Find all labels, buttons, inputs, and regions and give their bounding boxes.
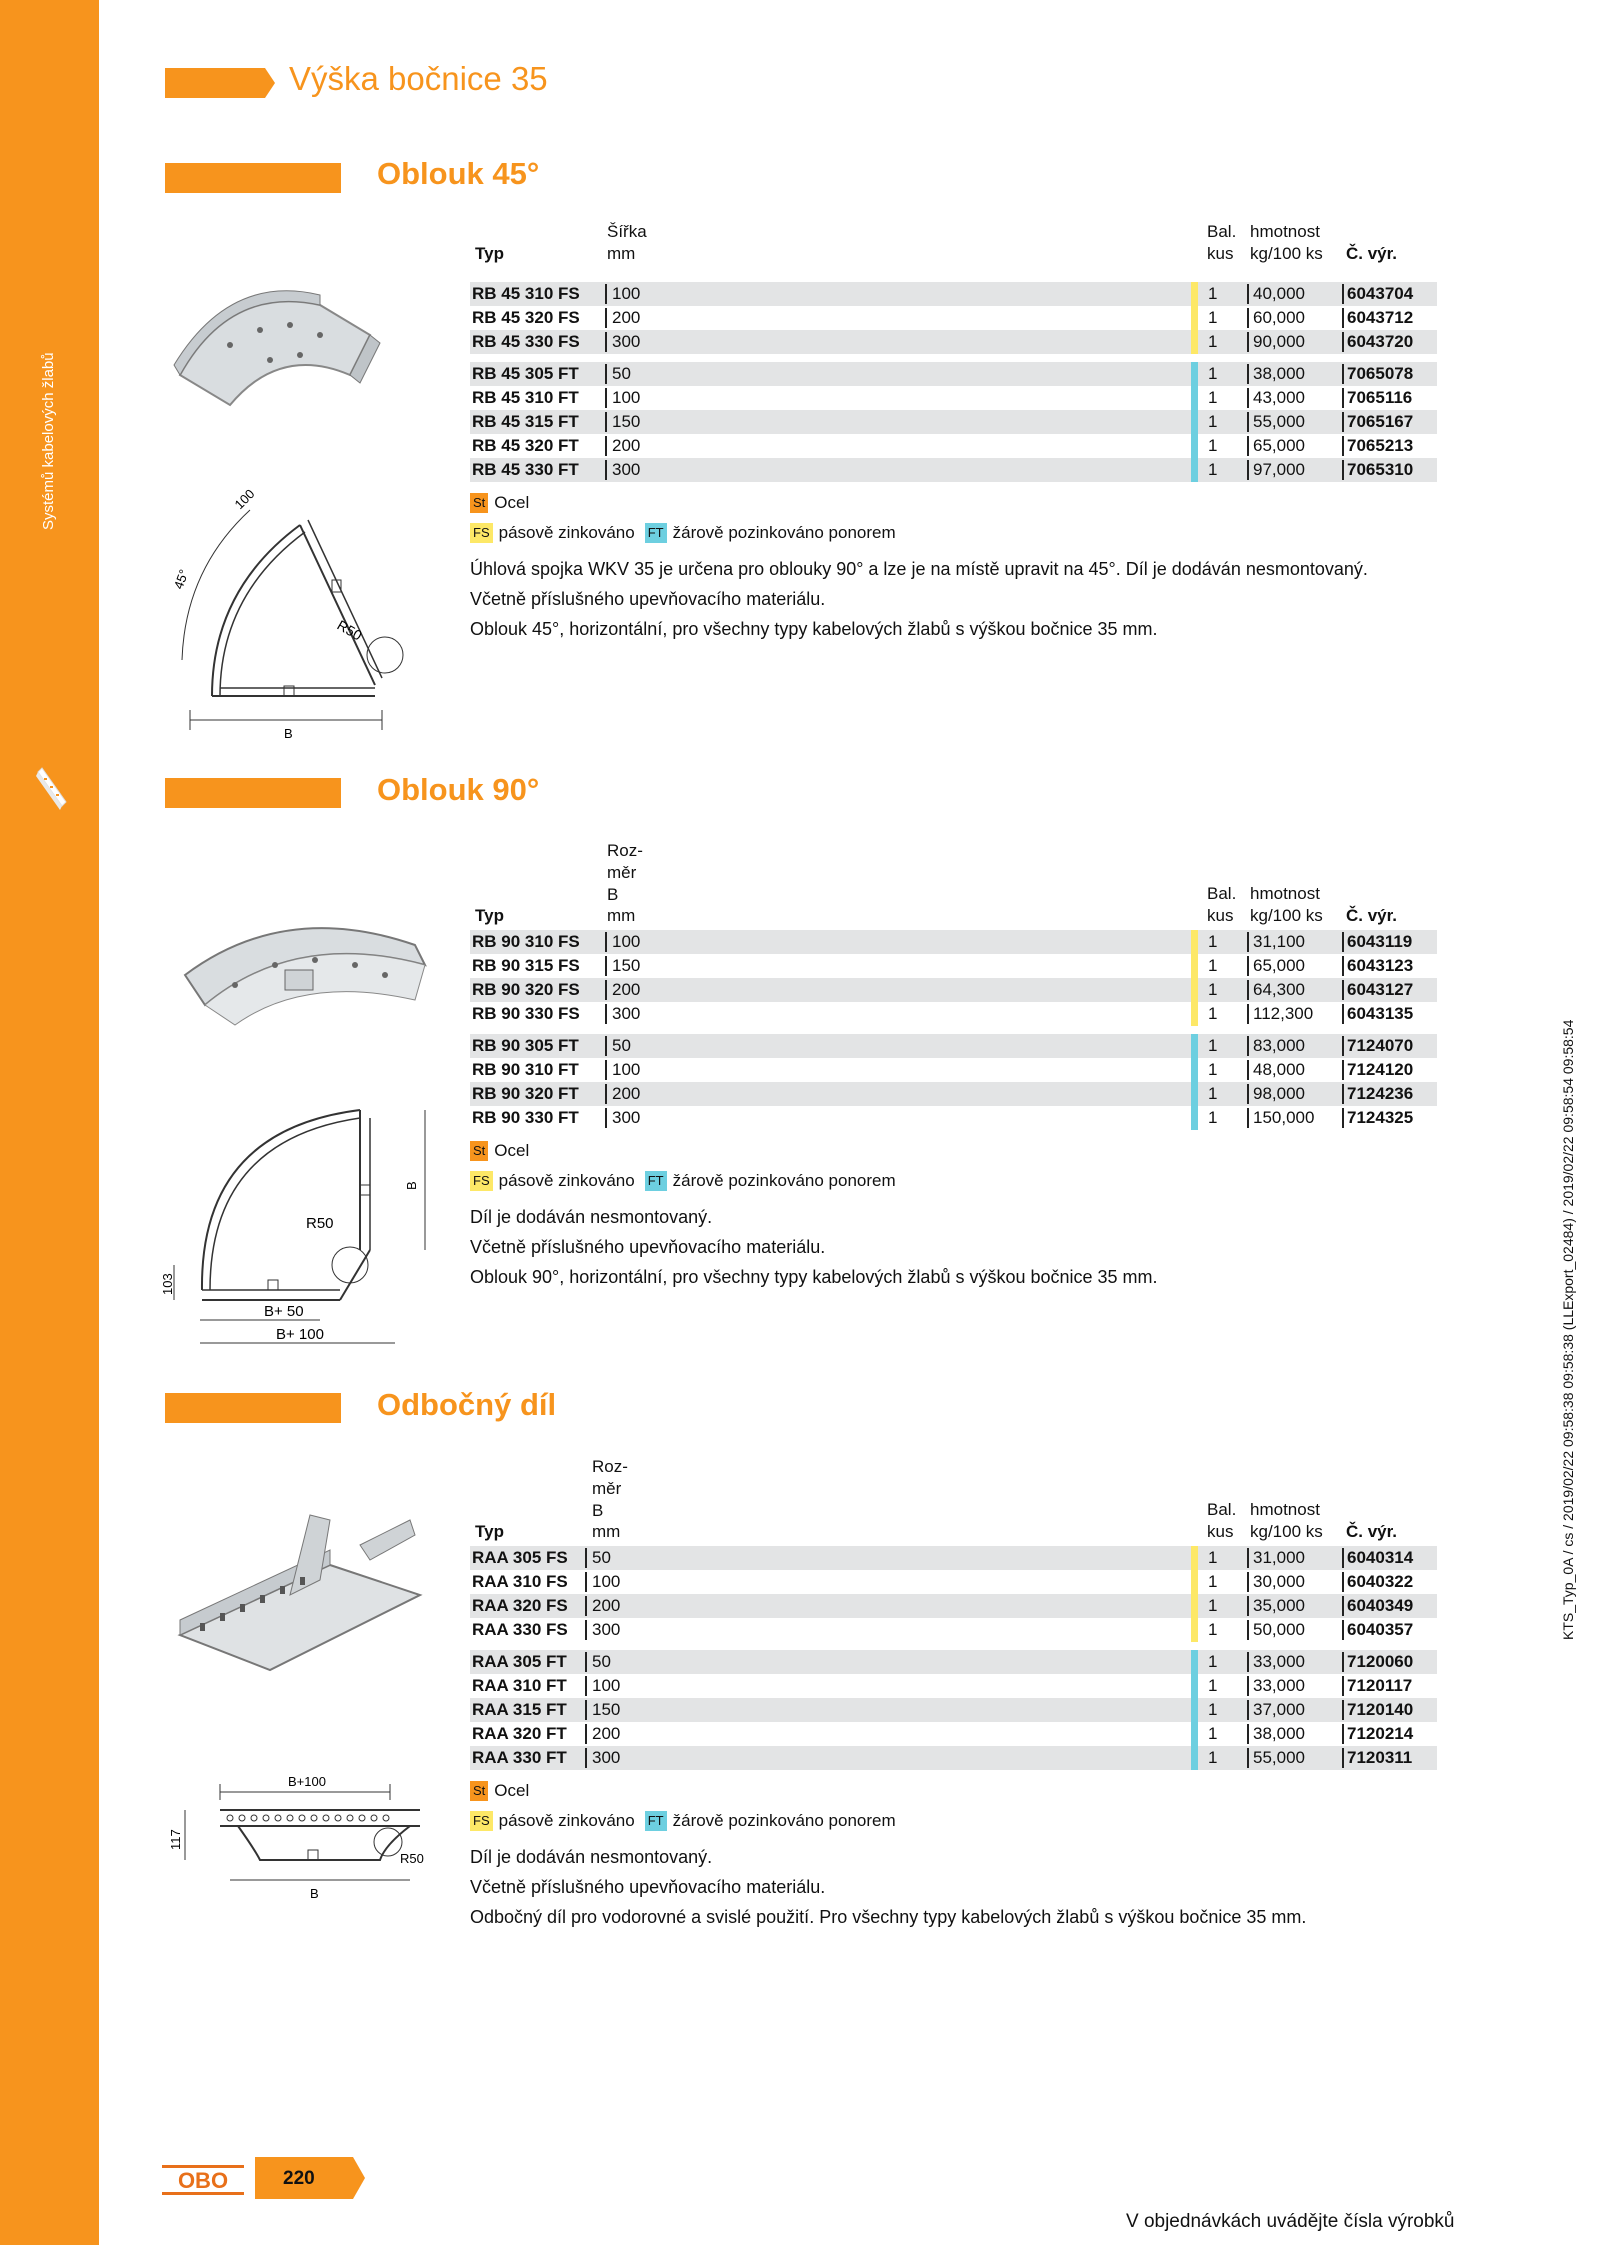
cell-product-number: 6043119: [1342, 932, 1412, 952]
cell-width: 150: [585, 1700, 620, 1720]
legend-ft-text: žárově pozinkováno ponorem: [672, 1171, 896, 1190]
cell-width: 200: [585, 1596, 620, 1616]
cell-width: 300: [605, 332, 640, 352]
table-row: [470, 410, 1437, 434]
cell-product-number: 6043712: [1342, 308, 1413, 328]
tee-table: [470, 1456, 1437, 1934]
cell-bal: 1: [1208, 956, 1218, 975]
cell-typ: RAA 330 FT: [472, 1748, 567, 1767]
ft-finish-marker: [1191, 1106, 1198, 1130]
cell-product-number: 7065167: [1342, 412, 1413, 432]
cell-product-number: 7120214: [1342, 1724, 1413, 1744]
cell-weight: 55,000: [1247, 412, 1305, 432]
cell-product-number: 7120311: [1342, 1748, 1412, 1768]
tag-ft: FT: [645, 523, 667, 543]
drawing-label-117: 117: [168, 1829, 183, 1850]
cell-typ: RB 45 330 FS: [472, 332, 580, 351]
cell-typ: RB 45 320 FS: [472, 308, 580, 327]
ft-finish-marker: [1191, 458, 1198, 482]
section-description: [470, 556, 1437, 642]
cell-typ: RB 90 315 FS: [472, 956, 580, 975]
cell-typ: RB 45 310 FT: [472, 388, 579, 407]
bend-90-product-image: [175, 905, 435, 1030]
cell-product-number: 6043127: [1342, 980, 1413, 1000]
cell-product-number: 6040357: [1342, 1620, 1413, 1640]
cell-product-number: 7065310: [1342, 460, 1413, 480]
cell-width: 200: [605, 1084, 640, 1104]
ft-finish-marker: [1191, 1722, 1198, 1746]
table-row: [470, 458, 1437, 482]
tee-product-image: [170, 1505, 430, 1675]
cell-weight: 60,000: [1247, 308, 1305, 328]
table-row: [470, 1058, 1437, 1082]
cell-product-number: 7065213: [1342, 436, 1413, 456]
ft-finish-marker: [1191, 362, 1198, 386]
bend-90-table: [470, 840, 1437, 1294]
cell-width: 100: [605, 1060, 640, 1080]
col-mm: mm: [607, 244, 636, 263]
cell-bal: 1: [1208, 412, 1218, 431]
cell-product-number: 6043135: [1342, 1004, 1413, 1024]
legend-fs-ft: [470, 1806, 1437, 1836]
table-row: [470, 362, 1437, 386]
col-bal: Bal.: [1207, 884, 1237, 903]
col-cvyr: Č. výr.: [1346, 1522, 1398, 1541]
table-row: [470, 1106, 1437, 1130]
cell-weight: 150,000: [1247, 1108, 1314, 1128]
ft-finish-marker: [1191, 1698, 1198, 1722]
cell-typ: RB 45 310 FS: [472, 284, 580, 303]
drawing-label-b: B: [310, 1886, 319, 1901]
legend-st-text: Ocel: [494, 1141, 530, 1160]
section-description: [470, 1204, 1437, 1290]
desc-line: Oblouk 45°, horizontální, pro všechny typy kabelových žlabů s výškou bočnice 35 mm.: [470, 619, 1158, 639]
cell-bal: 1: [1208, 1676, 1218, 1695]
table-header: [470, 840, 1437, 930]
logo-text: OBO: [177, 2168, 229, 2193]
cell-bal: 1: [1208, 1084, 1218, 1103]
cell-bal: 1: [1208, 332, 1218, 351]
cell-bal: 1: [1208, 980, 1218, 999]
cell-product-number: 6040314: [1342, 1548, 1413, 1568]
ft-finish-marker: [1191, 434, 1198, 458]
ft-rows: [470, 362, 1437, 482]
header-arrow-bar: [165, 68, 275, 98]
cell-bal: 1: [1208, 460, 1218, 479]
cell-width: 100: [605, 284, 640, 304]
col-kus: kus: [1207, 244, 1234, 263]
cell-bal: 1: [1208, 1724, 1218, 1743]
cell-product-number: 7120140: [1342, 1700, 1413, 1720]
cell-width: 200: [605, 980, 640, 1000]
col-typ: Typ: [475, 244, 504, 263]
fs-finish-marker: [1191, 282, 1198, 306]
cell-typ: RAA 330 FS: [472, 1620, 568, 1639]
cell-bal: 1: [1208, 1108, 1218, 1127]
ft-finish-marker: [1191, 1082, 1198, 1106]
ft-finish-marker: [1191, 410, 1198, 434]
ft-rows: [470, 1034, 1437, 1130]
col-dim-label: Roz- měr B: [592, 1457, 628, 1520]
cell-product-number: 6040349: [1342, 1596, 1413, 1616]
cell-weight: 31,100: [1247, 932, 1305, 952]
cell-bal: 1: [1208, 436, 1218, 455]
cell-bal: 1: [1208, 1596, 1218, 1615]
drawing-label-b: B: [404, 1181, 419, 1190]
cell-typ: RAA 310 FT: [472, 1676, 567, 1695]
cell-product-number: 7124120: [1342, 1060, 1413, 1080]
col-typ: Typ: [475, 906, 504, 925]
legend-fs-ft: [470, 518, 1437, 548]
cell-weight: 33,000: [1247, 1676, 1305, 1696]
legend-fs-text: pásově zinkováno: [498, 523, 635, 542]
cell-weight: 30,000: [1247, 1572, 1305, 1592]
fs-finish-marker: [1191, 954, 1198, 978]
cell-weight: 43,000: [1247, 388, 1305, 408]
cell-typ: RAA 305 FT: [472, 1652, 567, 1671]
table-row: [470, 1594, 1437, 1618]
cell-typ: RAA 320 FT: [472, 1724, 567, 1743]
cell-typ: RB 45 315 FT: [472, 412, 579, 431]
col-mm: mm: [592, 1522, 621, 1541]
drawing-label-r50: R50: [306, 1215, 334, 1232]
tag-st: St: [470, 493, 488, 513]
cell-bal: 1: [1208, 1004, 1218, 1023]
legend-st: [470, 1136, 1437, 1166]
table-row: [470, 930, 1437, 954]
cell-weight: 48,000: [1247, 1060, 1305, 1080]
ft-rows: [470, 1650, 1437, 1770]
cell-bal: 1: [1208, 1572, 1218, 1591]
cell-width: 200: [585, 1724, 620, 1744]
cell-weight: 112,300: [1247, 1004, 1313, 1024]
cell-product-number: 7120060: [1342, 1652, 1413, 1672]
section-title-3: Odbočný díl: [377, 1387, 557, 1422]
table-header: [470, 1456, 1437, 1546]
cell-width: 100: [585, 1676, 620, 1696]
cell-bal: 1: [1208, 1060, 1218, 1079]
cell-typ: RB 45 305 FT: [472, 364, 579, 383]
fs-finish-marker: [1191, 1618, 1198, 1642]
cell-weight: 33,000: [1247, 1652, 1305, 1672]
cell-typ: RB 90 310 FS: [472, 932, 580, 951]
col-bal: Bal.: [1207, 1500, 1237, 1519]
legend-st-text: Ocel: [494, 1781, 530, 1800]
cell-bal: 1: [1208, 1748, 1218, 1767]
cell-width: 50: [585, 1548, 611, 1568]
col-cvyr: Č. výr.: [1346, 906, 1398, 925]
ft-finish-marker: [1191, 1034, 1198, 1058]
tee-dimension-drawing: [160, 1770, 450, 1910]
cell-weight: 35,000: [1247, 1596, 1305, 1616]
ft-finish-marker: [1191, 1650, 1198, 1674]
cell-typ: RB 45 330 FT: [472, 460, 579, 479]
cell-bal: 1: [1208, 364, 1218, 383]
fs-finish-marker: [1191, 306, 1198, 330]
fs-finish-marker: [1191, 1570, 1198, 1594]
section-bar-1: [165, 163, 341, 193]
cell-bal: 1: [1208, 284, 1218, 303]
drawing-label-103: 103: [160, 1273, 175, 1295]
cell-weight: 55,000: [1247, 1748, 1305, 1768]
cell-bal: 1: [1208, 1652, 1218, 1671]
col-hmotnost: hmotnost: [1250, 884, 1320, 903]
col-bal: Bal.: [1207, 222, 1237, 241]
cell-weight: 40,000: [1247, 284, 1305, 304]
ft-finish-marker: [1191, 1746, 1198, 1770]
cell-typ: RB 90 320 FS: [472, 980, 580, 999]
table-row: [470, 1034, 1437, 1058]
cell-width: 300: [605, 1108, 640, 1128]
cell-typ: RB 90 330 FS: [472, 1004, 580, 1023]
col-dim-label: Šířka: [607, 222, 647, 241]
legend-fs-text: pásově zinkováno: [498, 1811, 635, 1830]
cell-product-number: 7120117: [1342, 1676, 1412, 1696]
page-number: 220: [283, 2168, 315, 2189]
legend-st: [470, 488, 1437, 518]
cell-product-number: 7124236: [1342, 1084, 1413, 1104]
tag-ft: FT: [645, 1811, 667, 1831]
table-row: [470, 1002, 1437, 1026]
legend-fs-ft: [470, 1166, 1437, 1196]
drawing-label-100: 100: [231, 486, 258, 513]
legend-fs-text: pásově zinkováno: [498, 1171, 635, 1190]
col-kus: kus: [1207, 1522, 1234, 1541]
table-row: [470, 386, 1437, 410]
tag-fs: FS: [470, 1811, 493, 1831]
col-mm: mm: [607, 906, 636, 925]
fs-finish-marker: [1191, 1594, 1198, 1618]
cell-bal: 1: [1208, 308, 1218, 327]
cell-product-number: 7124070: [1342, 1036, 1413, 1056]
cell-bal: 1: [1208, 1620, 1218, 1639]
desc-line: Úhlová spojka WKV 35 je určena pro oblouky 90° a lze je na místě upravit na 45°. Díl je dodáván nesmontovaný.: [470, 559, 1368, 579]
table-row: [470, 1546, 1437, 1570]
section-title-2: Oblouk 90°: [377, 772, 540, 807]
cell-typ: RB 90 320 FT: [472, 1084, 579, 1103]
col-hmotnost: hmotnost: [1250, 222, 1320, 241]
cell-weight: 90,000: [1247, 332, 1305, 352]
cell-typ: RB 45 320 FT: [472, 436, 579, 455]
cell-product-number: 6043720: [1342, 332, 1413, 352]
col-hmotnost: hmotnost: [1250, 1500, 1320, 1519]
fs-finish-marker: [1191, 978, 1198, 1002]
drawing-label-r50: R50: [334, 616, 365, 644]
cell-product-number: 6043704: [1342, 284, 1413, 304]
cell-width: 100: [585, 1572, 620, 1592]
cell-weight: 31,000: [1247, 1548, 1305, 1568]
bend-45-product-image: [170, 265, 390, 420]
section-description: [470, 1844, 1437, 1930]
col-dim-label: Roz- měr B: [607, 841, 643, 904]
legend-st: [470, 1776, 1437, 1806]
cell-typ: RB 90 310 FT: [472, 1060, 579, 1079]
ft-finish-marker: [1191, 1674, 1198, 1698]
col-kg: kg/100 ks: [1250, 244, 1323, 263]
cell-bal: 1: [1208, 388, 1218, 407]
cell-typ: RB 90 330 FT: [472, 1108, 579, 1127]
cell-width: 150: [605, 956, 640, 976]
drawing-label-r50: R50: [400, 1851, 424, 1866]
desc-line: Odbočný díl pro vodorovné a svislé použití. Pro všechny typy kabelových žlabů s výškou bočnice 35 mm.: [470, 1907, 1307, 1927]
col-typ: Typ: [475, 1522, 504, 1541]
col-kg: kg/100 ks: [1250, 906, 1323, 925]
cell-weight: 38,000: [1247, 1724, 1305, 1744]
bend-45-dimension-drawing: [160, 480, 420, 745]
section-bar-2: [165, 778, 341, 808]
cell-typ: RB 90 305 FT: [472, 1036, 579, 1055]
cell-width: 300: [605, 1004, 640, 1024]
cell-width: 50: [605, 364, 631, 384]
cell-width: 200: [605, 436, 640, 456]
obo-logo: [162, 2165, 244, 2195]
tag-st: St: [470, 1781, 488, 1801]
fs-finish-marker: [1191, 330, 1198, 354]
fs-finish-marker: [1191, 1546, 1198, 1570]
table-row: [470, 954, 1437, 978]
desc-line: Včetně příslušného upevňovacího materiálu.: [470, 1877, 826, 1897]
table-row: [470, 1618, 1437, 1642]
footer-note: V objednávkách uvádějte čísla výrobků: [1126, 2211, 1455, 2232]
cell-width: 100: [605, 388, 640, 408]
cell-weight: 83,000: [1247, 1036, 1305, 1056]
cell-product-number: 6040322: [1342, 1572, 1413, 1592]
cell-typ: RAA 320 FS: [472, 1596, 568, 1615]
cell-weight: 65,000: [1247, 956, 1305, 976]
cell-bal: 1: [1208, 1036, 1218, 1055]
legend-ft-text: žárově pozinkováno ponorem: [672, 1811, 896, 1830]
legend-st-text: Ocel: [494, 493, 530, 512]
cell-weight: 38,000: [1247, 364, 1305, 384]
cell-typ: RAA 310 FS: [472, 1572, 568, 1591]
cell-bal: 1: [1208, 1548, 1218, 1567]
table-row: [470, 330, 1437, 354]
drawing-label-b100: B+100: [288, 1774, 326, 1789]
sidebar-label: Systémů kabelových žlabů: [40, 352, 57, 530]
table-row: [470, 1650, 1437, 1674]
desc-line: Oblouk 90°, horizontální, pro všechny typy kabelových žlabů s výškou bočnice 35 mm.: [470, 1267, 1158, 1287]
table-row: [470, 282, 1437, 306]
fs-finish-marker: [1191, 930, 1198, 954]
table-row: [470, 1746, 1437, 1770]
cell-width: 200: [605, 308, 640, 328]
table-row: [470, 306, 1437, 330]
cable-tray-icon: [34, 766, 68, 814]
ft-finish-marker: [1191, 1058, 1198, 1082]
desc-line: Díl je dodáván nesmontovaný.: [470, 1847, 713, 1867]
fs-rows: [470, 930, 1437, 1026]
tag-st: St: [470, 1141, 488, 1161]
drawing-label-45: 45°: [170, 567, 192, 592]
table-row: [470, 434, 1437, 458]
desc-line: Díl je dodáván nesmontovaný.: [470, 1207, 713, 1227]
section-bar-3: [165, 1393, 341, 1423]
table-row: [470, 1082, 1437, 1106]
tag-fs: FS: [470, 523, 493, 543]
cell-weight: 98,000: [1247, 1084, 1305, 1104]
cell-weight: 37,000: [1247, 1700, 1305, 1720]
fs-rows: [470, 1546, 1437, 1642]
export-metadata-vertical: KTS_Typ_0A / cs / 2019/02/22 09:58:38 09:58:38 (LLExport_02484) / 2019/02/22 09:58:54 09:58:54: [1560, 1019, 1576, 1640]
cell-typ: RAA 305 FS: [472, 1548, 568, 1567]
table-row: [470, 1674, 1437, 1698]
bend-45-table: [470, 222, 1437, 646]
table-row: [470, 978, 1437, 1002]
cell-width: 50: [585, 1652, 611, 1672]
table-header: [470, 222, 1437, 282]
cell-typ: RAA 315 FT: [472, 1700, 567, 1719]
col-kg: kg/100 ks: [1250, 1522, 1323, 1541]
cell-width: 300: [605, 460, 640, 480]
cell-width: 150: [605, 412, 640, 432]
cell-product-number: 6043123: [1342, 956, 1413, 976]
cell-bal: 1: [1208, 1700, 1218, 1719]
drawing-label-b: B: [284, 726, 293, 741]
cell-width: 100: [605, 932, 640, 952]
fs-finish-marker: [1191, 1002, 1198, 1026]
cell-product-number: 7065116: [1342, 388, 1412, 408]
desc-line: Včetně příslušného upevňovacího materiálu.: [470, 589, 826, 609]
cell-product-number: 7065078: [1342, 364, 1413, 384]
tag-ft: FT: [645, 1171, 667, 1191]
cell-width: 300: [585, 1620, 620, 1640]
cell-weight: 65,000: [1247, 436, 1305, 456]
legend-ft-text: žárově pozinkováno ponorem: [672, 523, 896, 542]
table-row: [470, 1698, 1437, 1722]
drawing-label-b50: B+ 50: [264, 1303, 304, 1320]
ft-finish-marker: [1191, 386, 1198, 410]
bend-90-dimension-drawing: [160, 1100, 440, 1350]
cell-width: 50: [605, 1036, 631, 1056]
table-row: [470, 1722, 1437, 1746]
cell-weight: 50,000: [1247, 1620, 1305, 1640]
section-title-1: Oblouk 45°: [377, 156, 540, 191]
cell-product-number: 7124325: [1342, 1108, 1413, 1128]
table-row: [470, 1570, 1437, 1594]
col-kus: kus: [1207, 906, 1234, 925]
cell-weight: 64,300: [1247, 980, 1305, 1000]
desc-line: Včetně příslušného upevňovacího materiálu.: [470, 1237, 826, 1257]
cell-weight: 97,000: [1247, 460, 1305, 480]
fs-rows: [470, 282, 1437, 354]
col-cvyr: Č. výr.: [1346, 244, 1398, 263]
orange-sidebar: [0, 0, 99, 2245]
cell-width: 300: [585, 1748, 620, 1768]
tag-fs: FS: [470, 1171, 493, 1191]
drawing-label-b100: B+ 100: [276, 1326, 324, 1343]
page-title: Výška bočnice 35: [289, 60, 548, 97]
cell-bal: 1: [1208, 932, 1218, 951]
